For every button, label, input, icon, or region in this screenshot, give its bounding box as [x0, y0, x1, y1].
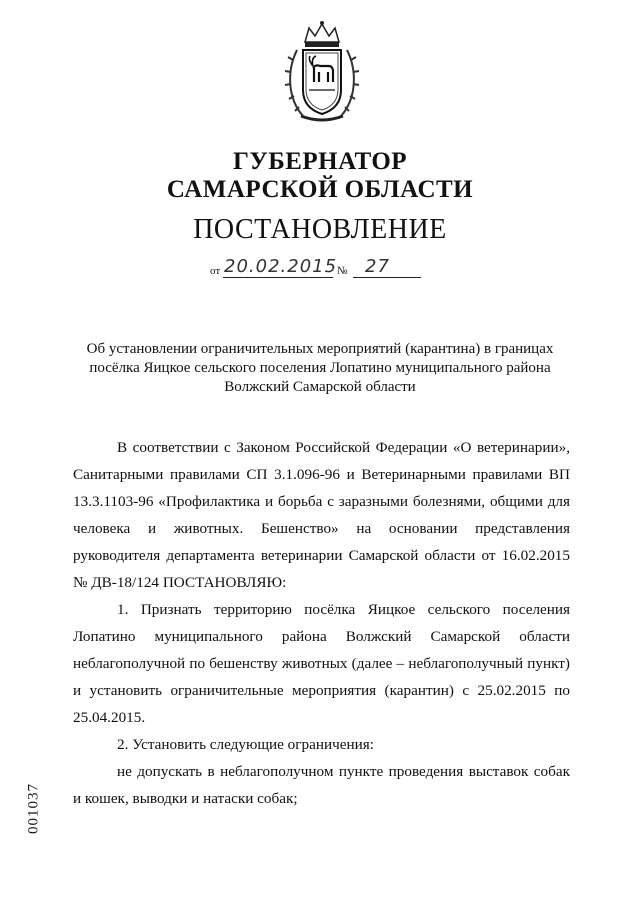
document-type: ПОСТАНОВЛЕНИЕ [193, 214, 447, 245]
number-prefix: № [337, 265, 348, 277]
item-2-text-paragraph: не допускать в неблагополучном пункте проведения выставок собак и кошек, выводки и натаски собак; [73, 763, 570, 807]
document-subject: Об установлении ограничительных мероприятий (карантина) в границах посёлка Яицкое сельского поселения Лопатино муниципального района Волжский Самарской области [86, 341, 554, 395]
title-line-1: ГУБЕРНАТОР [232, 148, 408, 175]
coat-of-arms-icon [283, 20, 361, 128]
date-number-line [210, 256, 440, 282]
title-line-2: САМАРСКОЙ ОБЛАСТИ [166, 176, 474, 203]
item-2-paragraph: 2. Установить следующие ограничения: [117, 736, 374, 753]
handwritten-date: 20.02.2015 [224, 256, 338, 277]
date-prefix: от [210, 265, 221, 277]
serial-stamp [24, 760, 46, 860]
date-underline [223, 277, 333, 278]
item-1-paragraph: 1. Признать территорию посёлка Яицкое сельского поселения Лопатино муниципального района Волжский Самарской области неблагополучной по бешенству животных (далее – неблагополучный пункт) и установить ограничительные мероприятия (карантин) с 25.02.2015 по 25.04.2015. [73, 601, 570, 726]
handwritten-number: 27 [365, 256, 390, 277]
preamble-paragraph: В соответствии с Законом Российской Федерации «О ветеринарии», Санитарными правилами СП 3.1.096-96 и Ветеринарными правилами ВП 13.3.1103-96 «Профилактика и борьба с заразными болезнями, общими для человека и животных. Бешенство» на основании представления руководителя департамента ветеринарии Самарской области от 16.02.2015 № ДВ-18/124 ПОСТАНОВЛЯЮ: [73, 439, 570, 591]
number-underline [353, 277, 421, 278]
document-body [73, 434, 570, 812]
serial-number: 001037 [25, 783, 42, 834]
